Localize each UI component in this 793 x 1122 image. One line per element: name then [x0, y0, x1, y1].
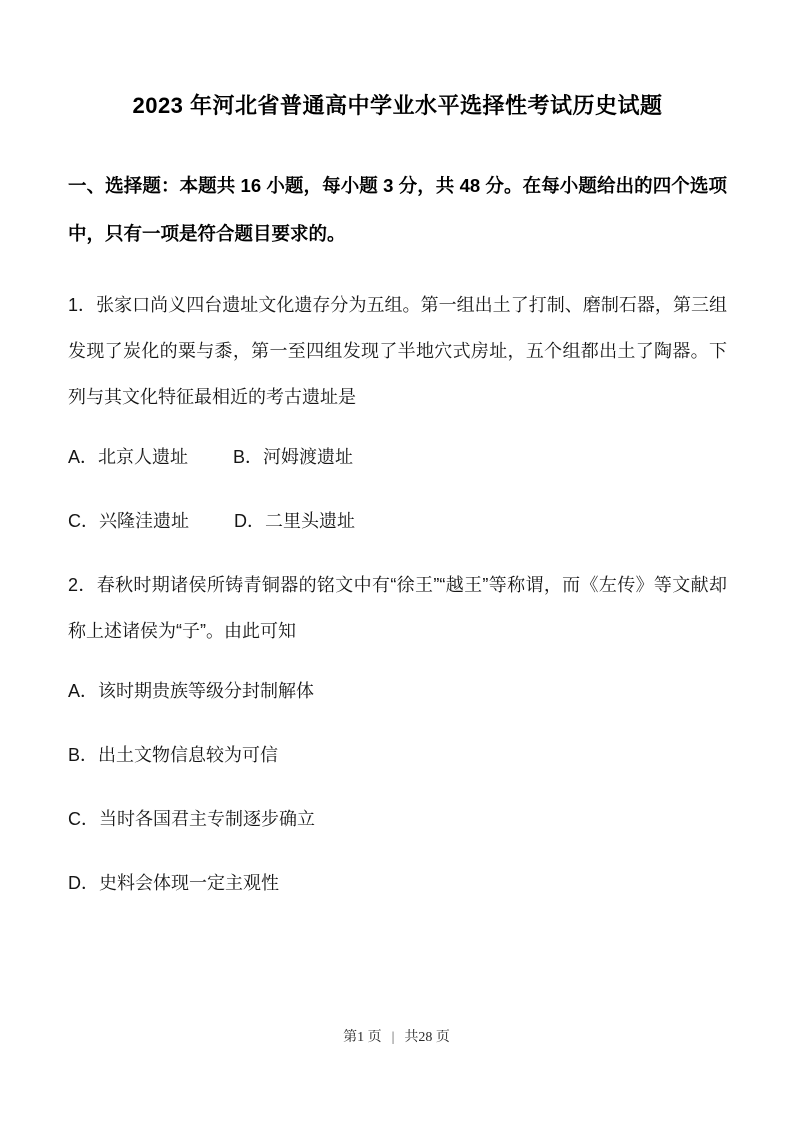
- question-2-option-a: A．该时期贵族等级分封制解体: [68, 681, 315, 701]
- question-2-option-row-a: [68, 668, 727, 714]
- question-2-text: 春秋时期诸侯所铸青铜器的铭文中有“徐王”“越王”等称谓，而《左传》等文献却称上述诸侯为“子”。由此可知: [68, 575, 727, 641]
- question-1-option-b: B．河姆渡遗址: [233, 447, 354, 467]
- page-title: 2023 年河北省普通高中学业水平选择性考试历史试题: [132, 93, 663, 118]
- question-2-option-b: B．出土文物信息较为可信: [68, 745, 279, 765]
- question-2-option-row-b: [68, 732, 727, 778]
- question-2-number: 2．: [68, 575, 97, 595]
- footer-page-total: 共28 页: [404, 1030, 450, 1045]
- question-2-option-d: D．史料会体现一定主观性: [68, 873, 279, 893]
- question-1-option-a: A．北京人遗址: [68, 447, 189, 467]
- question-2: [68, 562, 727, 906]
- question-1-options-row-ab: [68, 434, 727, 480]
- footer-separator: |: [391, 1030, 395, 1045]
- footer-page-number: 第1 页: [343, 1030, 382, 1045]
- question-2-option-row-d: [68, 860, 727, 906]
- page-footer: [0, 1026, 793, 1046]
- question-2-option-row-c: [68, 796, 727, 842]
- section-instruction: 一、选择题：本题共 16 小题，每小题 3 分，共 48 分。在每小题给出的四个选项中，只有一项是符合题目要求的。: [68, 175, 727, 244]
- question-1-text: 张家口尚义四台遗址文化遗存分为五组。第一组出土了打制、磨制石器，第三组发现了炭化的粟与黍，第一至四组发现了半地穴式房址，五个组都出土了陶器。下列与其文化特征最相近的考古遗址是: [68, 295, 728, 407]
- question-1: [68, 282, 727, 544]
- question-1-stem: [68, 282, 727, 420]
- question-2-option-c: C．当时各国君主专制逐步确立: [68, 809, 315, 829]
- question-1-option-d: D．二里头遗址: [234, 511, 356, 531]
- question-1-option-c: C．兴隆洼遗址: [68, 511, 189, 531]
- question-1-number: 1．: [68, 295, 97, 315]
- question-2-stem: [68, 562, 727, 654]
- question-1-options-row-cd: [68, 498, 727, 544]
